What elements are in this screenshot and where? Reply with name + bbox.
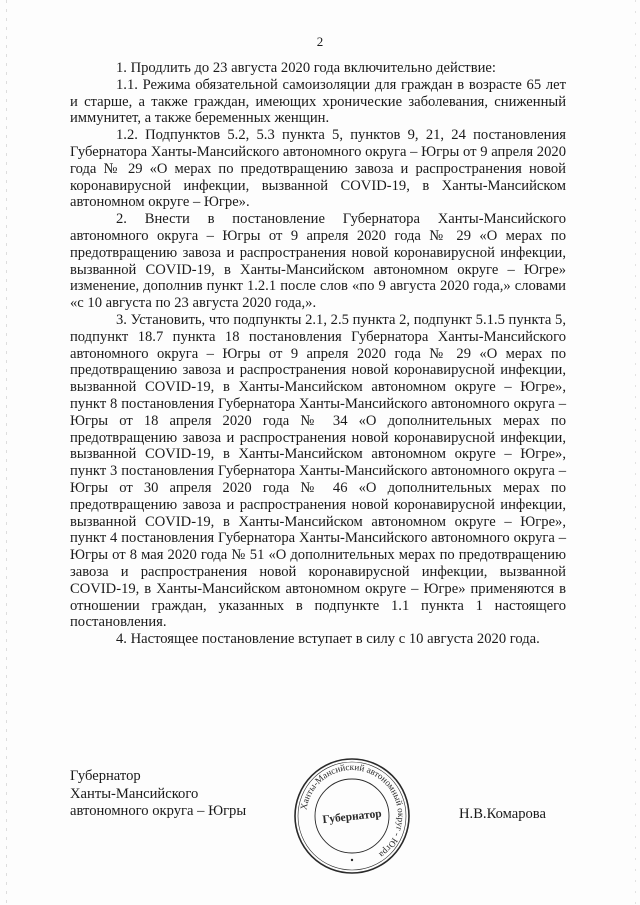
scan-edge-left [6, 0, 7, 905]
scan-edge-right [635, 0, 636, 905]
paragraph-3: 3. Установить, что подпункты 2.1, 2.5 пункта 2, подпункт 5.1.5 пункта 5, подпункт 18.7 пункта 18 постановления Губернатора Ханты-Мансийского автономного округа – Югры от 9 апреля 2020 года № 29 «О мерах по предотвращению завоза и распространения новой коронавирусной инфекции, вызванной COVID-19, в Ханты-Мансийском автономном округе – Югре», пункт 8 постановления Губернатора Ханты-Мансийского автономного округа – Югры от 18 апреля 2020 года № 34 «О дополнительных мерах по предотвращению завоза и распространения новой коронавирусной инфекции, вызванной COVID-19, в Ханты-Мансийском автономном округе – Югре», пункт 3 постановления Губернатора Ханты-Мансийского автономного округа – Югры от 30 апреля 2020 года № 46 «О дополнительных мерах по предотвращению завоза и распространения новой коронавирусной инфекции, вызванной COVID-19, в Ханты-Мансийском автономном округе – Югре», пункт 4 постановления Губернатора Ханты-Мансийского автономного округа – Югры от 8 мая 2020 года № 51 «О дополнительных мерах по предотвращению завоза и распространения новой коронавирусной инфекции, вызванной COVID-19, в Ханты-Мансийском автономном округе – Югре» применяются в отношении граждан, указанных в подпункте 1.1 пункта 1 настоящего постановления. [70, 311, 566, 631]
paragraph-1: 1. Продлить до 23 августа 2020 года включительно действие: [116, 60, 496, 76]
page-number: 2 [316, 34, 324, 49]
signatory-position-line: Ханты-Мансийского [70, 785, 199, 802]
document-body [70, 60, 566, 648]
official-seal-stamp [292, 756, 412, 876]
paragraph-4: 4. Настоящее постановление вступает в силу с 10 августа 2020 года. [116, 631, 540, 648]
seal-ring-text: Ханты-Мансийский автономный округ - Югра [298, 761, 407, 860]
paragraph-2: 2. Внести в постановление Губернатора Ханты-Мансийского автономного округа – Югры от 9 апреля 2020 года № 29 «О мерах по предотвращению завоза и распространения новой коронавирусной инфекции, вызванной COVID-19, в Ханты-Мансийском автономном округе – Югре» изменение, дополнив пункт 1.2.1 после слов «по 9 августа 2020 года,» словами «с 10 августа по 23 августа 2020 года,». [70, 211, 566, 312]
signatory-position-line: автономного округа – Югры [70, 803, 247, 819]
signatory-position [70, 768, 246, 821]
paragraph-1-1: 1.1. Режима обязательной самоизоляции для граждан в возрасте 65 лет и старше, а также граждан, имеющих хронические заболевания, сниженный иммунитет, а также беременных женщин. [70, 76, 566, 127]
signatory-name: Н.В.Комарова [459, 806, 546, 822]
signatory-position-line: Губернатор [70, 768, 141, 784]
seal-center-text: Губернатор [321, 807, 383, 827]
paragraph-1-2: 1.2. Подпунктов 5.2, 5.3 пункта 5, пунктов 9, 21, 24 постановления Губернатора Ханты-Мансийского автономного округа – Югры от 9 апреля 2020 года № 29 «О мерах по предотвращению завоза и распространения новой коронавирусной инфекции, вызванной COVID-19, в Ханты-Мансийском автономном округе – Югре». [70, 127, 566, 211]
